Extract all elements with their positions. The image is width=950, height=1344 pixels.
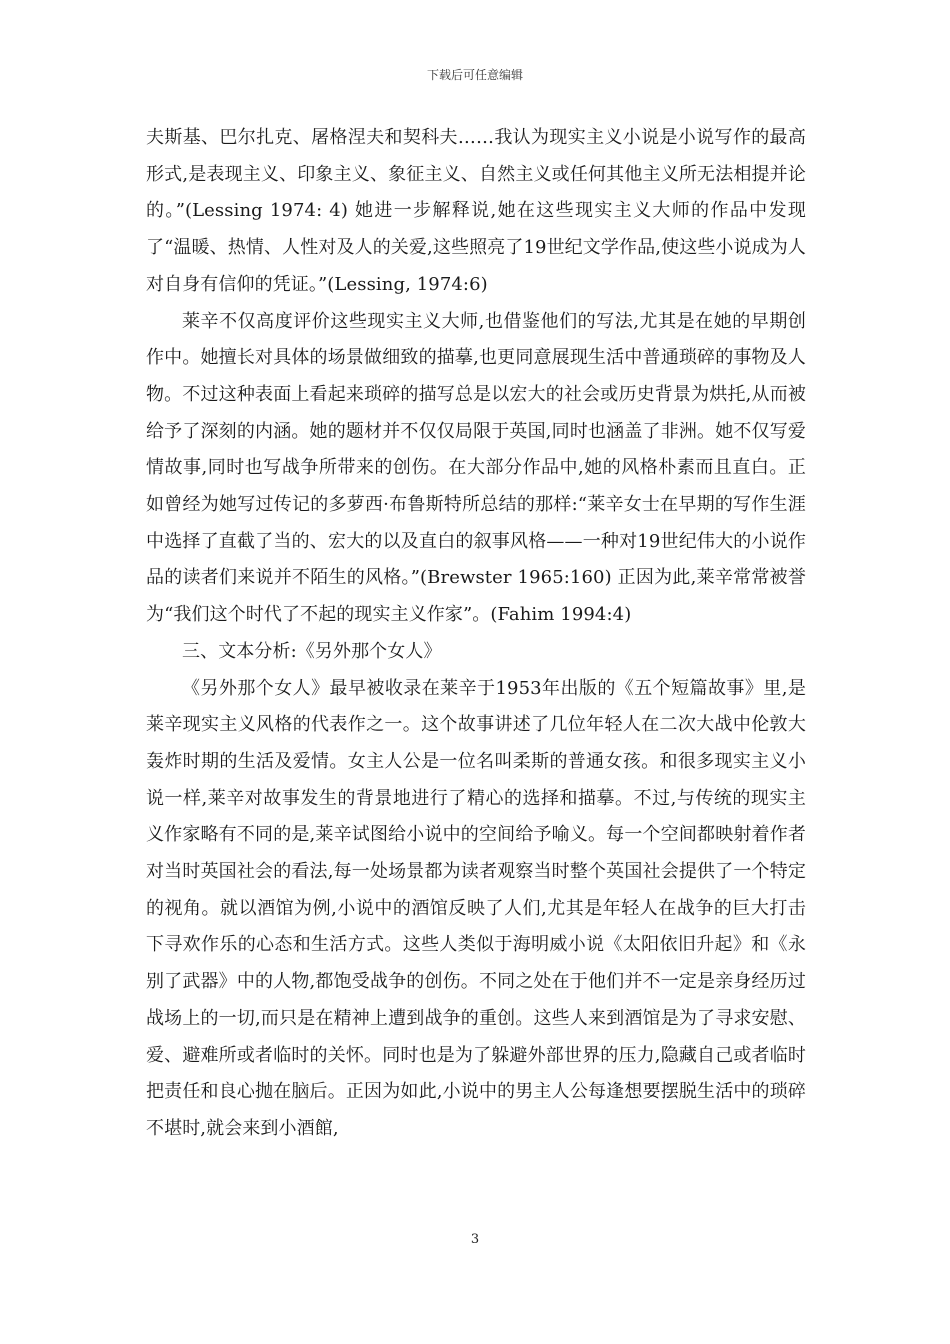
paragraph-1: 夫斯基、巴尔扎克、屠格涅夫和契科夫……我认为现实主义小说是小说写作的最高形式,是表现主义、印象主义、象征主义、自然主义或任何其他主义所无法相提并论的。”(Lessing 1974: 4) 她进一步解释说,她在这些现实主义大师的作品中发现了“温暖、热情、人性对及人的关爱,这些照亮了19世纪文学作品,使这些小说成为人对自身有信仰的凭证。”(Lessing, 1974:6) xyxy=(146,127,806,295)
paragraph-3: 《另外那个女人》最早被收录在莱辛于1953年出版的《五个短篇故事》里,是莱辛现实主义风格的代表作之一。这个故事讲述了几位年轻人在二次大战中伦敦大轰炸时期的生活及爱情。女主人公是一位名叫柔斯的普通女孩。和很多现实主义小说一样,莱辛对故事发生的背景地进行了精心的选择和描摹。不过,与传统的现实主义作家略有不同的是,莱辛试图给小说中的空间给予喻义。每一个空间都映射着作者对当时英国社会的看法,每一处场景都为读者观察当时整个英国社会提供了一个特定的视角。就以酒馆为例,小说中的酒馆反映了人们,尤其是年轻人在战争的巨大打击下寻欢作乐的心态和生活方式。这些人类似于海明威小说《太阳依旧升起》和《永别了武器》中的人物,都饱受战争的创伤。不同之处在于他们并不一定是亲身经历过战场上的一切,而只是在精神上遭到战争的重创。这些人来到酒馆是为了寻求安慰、爱、避难所或者临时的关怀。同时也是为了躲避外部世界的压力,隐藏自己或者临时把责任和良心抛在脑后。正因为如此,小说中的男主人公每逢想要摆脱生活中的琐碎不堪时,就会来到小酒館, xyxy=(146,677,806,1139)
document-body xyxy=(146,120,806,1148)
page-number: 3 xyxy=(470,1232,480,1247)
page-header: 下载后可任意编辑 xyxy=(426,68,523,82)
section-heading: 三、文本分析:《另外那个女人》 xyxy=(182,640,442,662)
paragraph-2: 莱辛不仅高度评价这些现实主义大师,也借鉴他们的写法,尤其是在她的早期创作中。她擅长对具体的场景做细致的描摹,也更同意展现生活中普通琐碎的事物及人物。不过这种表面上看起来琐碎的描写总是以宏大的社会或历史背景为烘托,从而被给予了深刻的内涵。她的题材并不仅仅局限于英国,同时也涵盖了非洲。她不仅写爱情故事,同时也写战争所带来的创伤。在大部分作品中,她的风格朴素而且直白。正如曾经为她写过传记的多萝西·布鲁斯特所总结的那样:“莱辛女士在早期的写作生涯中选择了直截了当的、宏大的以及直白的叙事风格——一种对19世纪伟大的小说作品的读者们来说并不陌生的风格。”(Brewster 1965:160) 正因为此,莱辛常常被誉为“我们这个时代了不起的现实主义作家”。(Fahim 1994:4) xyxy=(146,310,806,626)
